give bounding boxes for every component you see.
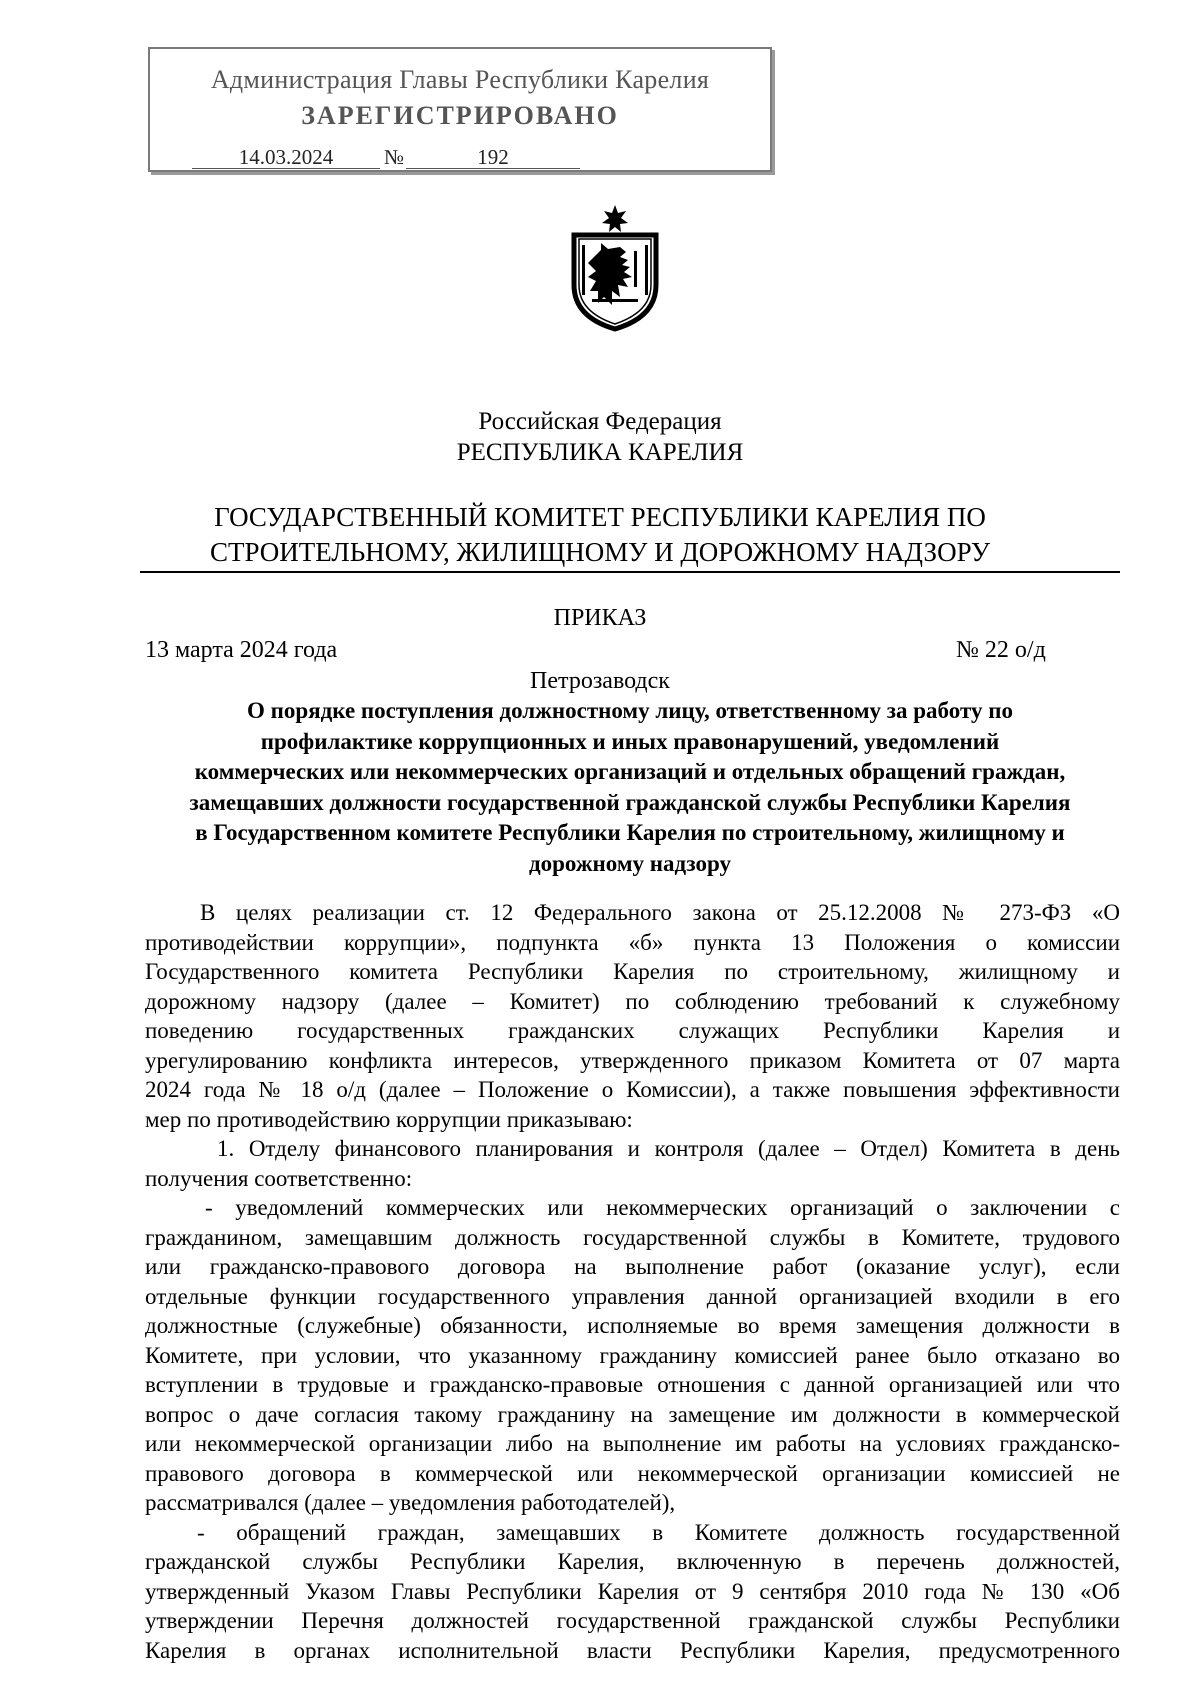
body-line: гражданином, замещавшим должность государственной службы в Комитете, трудового — [145, 1224, 1120, 1250]
committee-name-line1: ГОСУДАРСТВЕННЫЙ КОМИТЕТ РЕСПУБЛИКИ КАРЕЛИЯ ПО — [214, 502, 986, 532]
body-line: поведению государственных гражданских служащих Республики Карелия и — [145, 1018, 1120, 1043]
document-date: 13 марта 2024 года — [145, 637, 338, 663]
stamp-date: 14.03.2024 — [192, 145, 380, 169]
karelia-coat-of-arms-icon — [568, 205, 662, 332]
body-line: вопрос о даче согласия такому гражданину на замещение им должности в коммерческой — [145, 1401, 1120, 1427]
subject-line: профилактике коррупционных и иных правонарушений, уведомлений — [260, 728, 1000, 754]
header-divider — [140, 571, 1120, 573]
body-line: противодействии коррупции», подпункта «б» пункта 13 Положения о комиссии — [145, 929, 1120, 955]
subject-line: О порядке поступления должностному лицу, ответственному за работу по — [247, 698, 1013, 723]
stamp-number-sign: № — [383, 145, 405, 169]
stamp-status: ЗАРЕГИСТРИРОВАНО — [301, 101, 619, 130]
stamp-number: 192 — [406, 145, 580, 169]
document-body — [145, 898, 1120, 1665]
body-line: Государственного комитета Республики Карелия по строительному, жилищному и — [145, 959, 1120, 984]
body-line: - обращений граждан, замещавших в Комитете должность государственной — [197, 1519, 1120, 1545]
body-line: должностные (служебные) обязанности, исполняемые во время замещения должности в — [145, 1313, 1120, 1338]
body-line: или гражданско-правового договора на выполнение работ (оказание услуг), если — [145, 1254, 1120, 1279]
body-line: 1. Отделу финансового планирования и контроля (далее – Отдел) Комитета в день — [217, 1136, 1120, 1161]
subject-line: в Государственном комитете Республики Карелия по строительному, жилищному и — [195, 820, 1065, 845]
body-line: рассматривался (далее – уведомления работодателей), — [145, 1490, 676, 1515]
committee-name-line2: СТРОИТЕЛЬНОМУ, ЖИЛИЩНОМУ И ДОРОЖНОМУ НАДЗОРУ — [209, 537, 991, 567]
body-line: или некоммерческой организации либо на выполнение им работы на условиях гражданско- — [145, 1431, 1120, 1456]
body-line: Карелия в органах исполнительной власти Республики Карелия, предусмотренного — [145, 1637, 1120, 1663]
body-line: отдельные функции государственного управления данной организацией входили в его — [145, 1283, 1120, 1309]
document-type: ПРИКАЗ — [553, 605, 647, 631]
subject-line: дорожному надзору — [528, 850, 732, 876]
body-line: правового договора в коммерческой или некоммерческой организации комиссией не — [145, 1460, 1120, 1486]
body-line: дорожному надзору (далее – Комитет) по соблюдению требований к служебному — [145, 988, 1120, 1014]
subject-line: замещавших должности государственной гражданской службы Республики Карелия — [189, 789, 1071, 815]
stamp-organization: Администрация Главы Республики Карелия — [210, 65, 710, 94]
body-line: урегулированию конфликта интересов, утвержденного приказом Комитета от 07 марта — [145, 1047, 1120, 1073]
body-line: вступлении в трудовые и гражданско-правовые отношения с данной организацией или что — [145, 1372, 1120, 1397]
body-line: утверждении Перечня должностей государственной гражданской службы Республики — [145, 1608, 1120, 1633]
republic-name: РЕСПУБЛИКА КАРЕЛИЯ — [456, 439, 744, 466]
document-city: Петрозаводск — [530, 668, 670, 694]
body-line: В целях реализации ст. 12 Федерального закона от 25.12.2008 № 273-ФЗ «О — [200, 900, 1120, 925]
body-line: - уведомлений коммерческих или некоммерческих организаций о заключении с — [205, 1195, 1120, 1220]
body-line: утвержденный Указом Главы Республики Карелия от 9 сентября 2010 года № 130 «Об — [145, 1578, 1120, 1604]
body-line: Комитете, при условии, что указанному гражданину комиссией ранее было отказано во — [145, 1342, 1120, 1368]
body-line: гражданской службы Республики Карелия, включенную в перечень должностей, — [145, 1549, 1120, 1574]
registration-stamp — [148, 47, 772, 172]
body-line: получения соответственно: — [145, 1165, 413, 1191]
document-number: № 22 о/д — [956, 637, 1046, 663]
body-line: мер по противодействию коррупции приказываю: — [145, 1106, 633, 1132]
subject-line: коммерческих или некоммерческих организаций и отдельных обращений граждан, — [194, 759, 1066, 784]
country-name: Российская Федерация — [478, 408, 722, 435]
document-subject — [140, 696, 1120, 879]
body-line: 2024 года № 18 о/д (далее – Положение о Комиссии), а также повышения эффективности — [145, 1077, 1120, 1102]
